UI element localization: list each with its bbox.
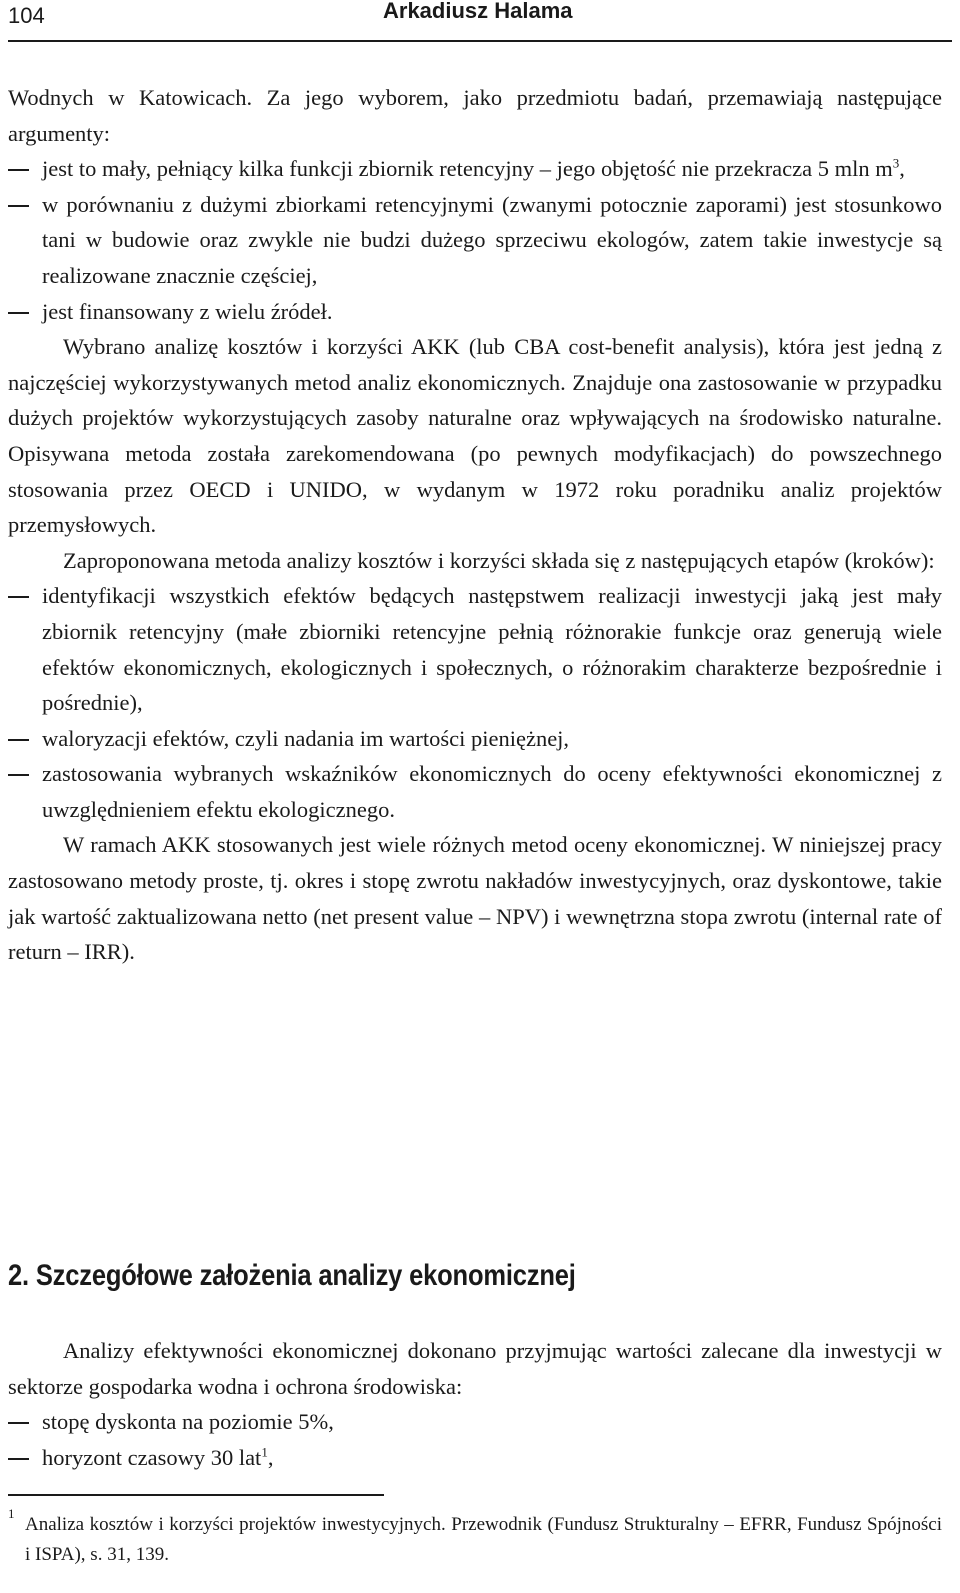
list-item xyxy=(8,151,942,187)
paragraph: Wodnych w Katowicach. Za jego wyborem, jako przedmiotu badań, przemawiają następujące argumenty: xyxy=(8,85,942,146)
superscript: 3 xyxy=(892,155,900,171)
list-item: zastosowania wybranych wskaźników ekonomicznych do oceny efektywności ekonomicznej z uwzględnieniem efektu ekologicznego. xyxy=(8,756,942,827)
list-item: waloryzacji efektów, czyli nadania im wartości pieniężnej, xyxy=(8,721,942,757)
header-rule xyxy=(8,40,952,42)
list-item: w porównaniu z dużymi zbiorkami retencyjnymi (zwanymi potocznie zaporami) jest stosunkowo tani w budowie oraz zwykle nie budzi dużego sprzeciwu ekologów, zatem takie inwestycje są realizowane znacznie częściej, xyxy=(8,187,942,294)
list-item-tail: , xyxy=(267,1444,274,1470)
argument-list xyxy=(8,151,942,329)
paragraph: Zaproponowana metoda analizy kosztów i korzyści składa się z następujących etapów (kroków): xyxy=(63,547,935,573)
section-heading: 2. Szczegółowe założenia analizy ekonomicznej xyxy=(8,1259,576,1292)
footnote-ref: 1 xyxy=(261,1444,268,1460)
list-item-tail: , xyxy=(899,156,905,182)
paragraph: Analizy efektywności ekonomicznej dokonano przyjmując wartości zalecane dla inwestycji w sektorze gospodarka wodna i ochrona środowiska: xyxy=(8,1338,942,1399)
page-number: 104 xyxy=(8,3,45,28)
footnote-rule xyxy=(8,1494,384,1496)
paragraph: Wybrano analizę kosztów i korzyści AKK (lub CBA cost-benefit analysis), która jest jedną z najczęściej wykorzystywanych metod analiz ekonomicznych. Znajduje ona zastosowanie w przypadku dużych projektów wykorzystujących zasoby naturalne oraz wpływających na środowisko naturalne. Opisywana metoda została zarekomendowana (po pewnych modyfikacjach) do powszechnego stosowania przez OECD i UNIDO, w wydanym w 1972 roku poradniku analiz projektów przemysłowych. xyxy=(8,334,942,538)
list-item-text: jest to mały, pełniący kilka funkcji zbiornik retencyjny – jego objętość nie przekracza 5 mln m xyxy=(42,156,893,182)
footnote-mark: 1 xyxy=(8,1506,15,1521)
section-text xyxy=(8,1333,942,1475)
page-header xyxy=(8,0,952,40)
footnote xyxy=(8,1506,942,1570)
running-head-author: Arkadiusz Halama xyxy=(383,0,573,23)
list-item xyxy=(8,1440,942,1476)
steps-list xyxy=(8,578,942,827)
list-item-text: horyzont czasowy 30 lat xyxy=(42,1444,262,1470)
main-text xyxy=(8,80,942,970)
assumptions-list xyxy=(8,1404,942,1475)
list-item: stopę dyskonta na poziomie 5%, xyxy=(8,1404,942,1440)
paragraph: W ramach AKK stosowanych jest wiele różnych metod oceny ekonomicznej. W niniejszej pracy zastosowano metody proste, tj. okres i stopę zwrotu nakładów inwestycyjnych, oraz dyskontowe, takie jak wartość zaktualizowana netto (net present value – NPV) i wewnętrzna stopa zwrotu (internal rate of return – IRR). xyxy=(8,832,942,965)
list-item: jest finansowany z wielu źródeł. xyxy=(8,294,942,330)
list-item: identyfikacji wszystkich efektów będących następstwem realizacji inwestycji jaką jest mały zbiornik retencyjny (małe zbiorniki retencyjne pełnią różnorakie funkcje oraz generują wiele efektów ekonomicznych, ekologicznych i społecznych, o różnorakim charakterze bezpośrednie i pośrednie), xyxy=(8,578,942,720)
footnote-text: Analiza kosztów i korzyści projektów inwestycyjnych. Przewodnik (Fundusz Strukturalny – EFRR, Fundusz Spójności i ISPA), s. 31, 139. xyxy=(25,1514,942,1565)
